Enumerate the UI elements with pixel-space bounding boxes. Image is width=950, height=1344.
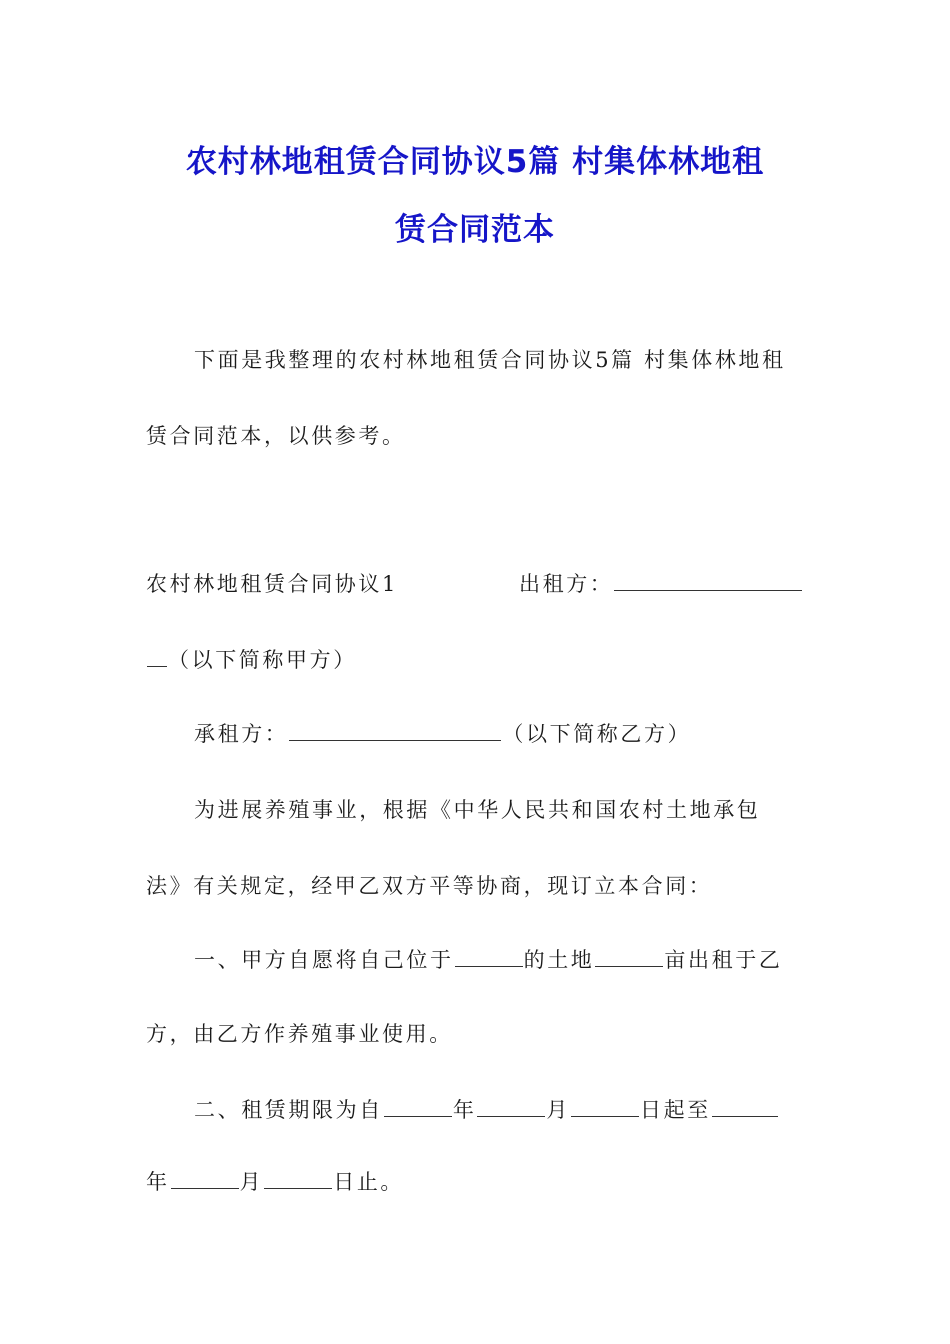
clause-1-part-a: 一、甲方自愿将自己位于 [194, 948, 454, 972]
clause-2-line-1 [194, 1096, 779, 1124]
lessor-suffix: （以下简称甲方） [168, 648, 357, 672]
area-blank [595, 946, 663, 967]
lessor-suffix-line [146, 646, 357, 674]
clause-2-day-start: 日起至 [640, 1098, 711, 1122]
end-year-blank [712, 1096, 778, 1117]
intro-line-2: 赁合同范本，以供参考。 [146, 424, 406, 448]
document-title-line-2: 赁合同范本 [395, 212, 555, 248]
intro-line-1: 下面是我整理的农村林地租赁合同协议5篇 村集体林地租 [194, 348, 786, 372]
end-month-blank [171, 1168, 239, 1189]
clause-2-part-a: 二、租赁期限为自 [194, 1098, 383, 1122]
lessee-suffix: （以下简称乙方） [502, 722, 692, 746]
clause-2-year-2: 年 [146, 1170, 170, 1194]
lessee-line [194, 720, 691, 748]
document-title-line-1: 农村林地租赁合同协议5篇 村集体林地租 [185, 144, 765, 180]
lessee-blank [289, 720, 501, 741]
location-blank [455, 946, 523, 967]
preamble-line-2: 法》有关规定，经甲乙双方平等协商，现订立本合同： [146, 874, 713, 898]
lessor-label: 出租方： [519, 572, 614, 596]
start-month-blank [477, 1096, 545, 1117]
clause-2-line-2 [146, 1168, 404, 1196]
clause-2-month-2: 月 [239, 1170, 264, 1194]
lessor-line [519, 570, 803, 598]
clause-1-part-b: 的土地 [523, 948, 595, 972]
clause-2-year: 年 [452, 1098, 477, 1122]
preamble-line-1: 为进展养殖事业，根据《中华人民共和国农村土地承包 [194, 798, 761, 822]
clause-1-part-c: 亩出租于乙 [664, 948, 783, 972]
start-day-blank [571, 1096, 639, 1117]
clause-1-line-2: 方，由乙方作养殖事业使用。 [146, 1022, 453, 1046]
clause-1-line-1 [194, 946, 782, 974]
lessor-blank [614, 570, 802, 591]
lessee-label: 承租方： [194, 722, 289, 746]
clause-2-month: 月 [546, 1098, 571, 1122]
clause-2-end: 日止。 [333, 1170, 405, 1194]
contract-heading: 农村林地租赁合同协议1 [146, 572, 398, 596]
start-year-blank [384, 1096, 452, 1117]
lessor-blank-cont [147, 646, 167, 667]
end-day-blank [264, 1168, 332, 1189]
